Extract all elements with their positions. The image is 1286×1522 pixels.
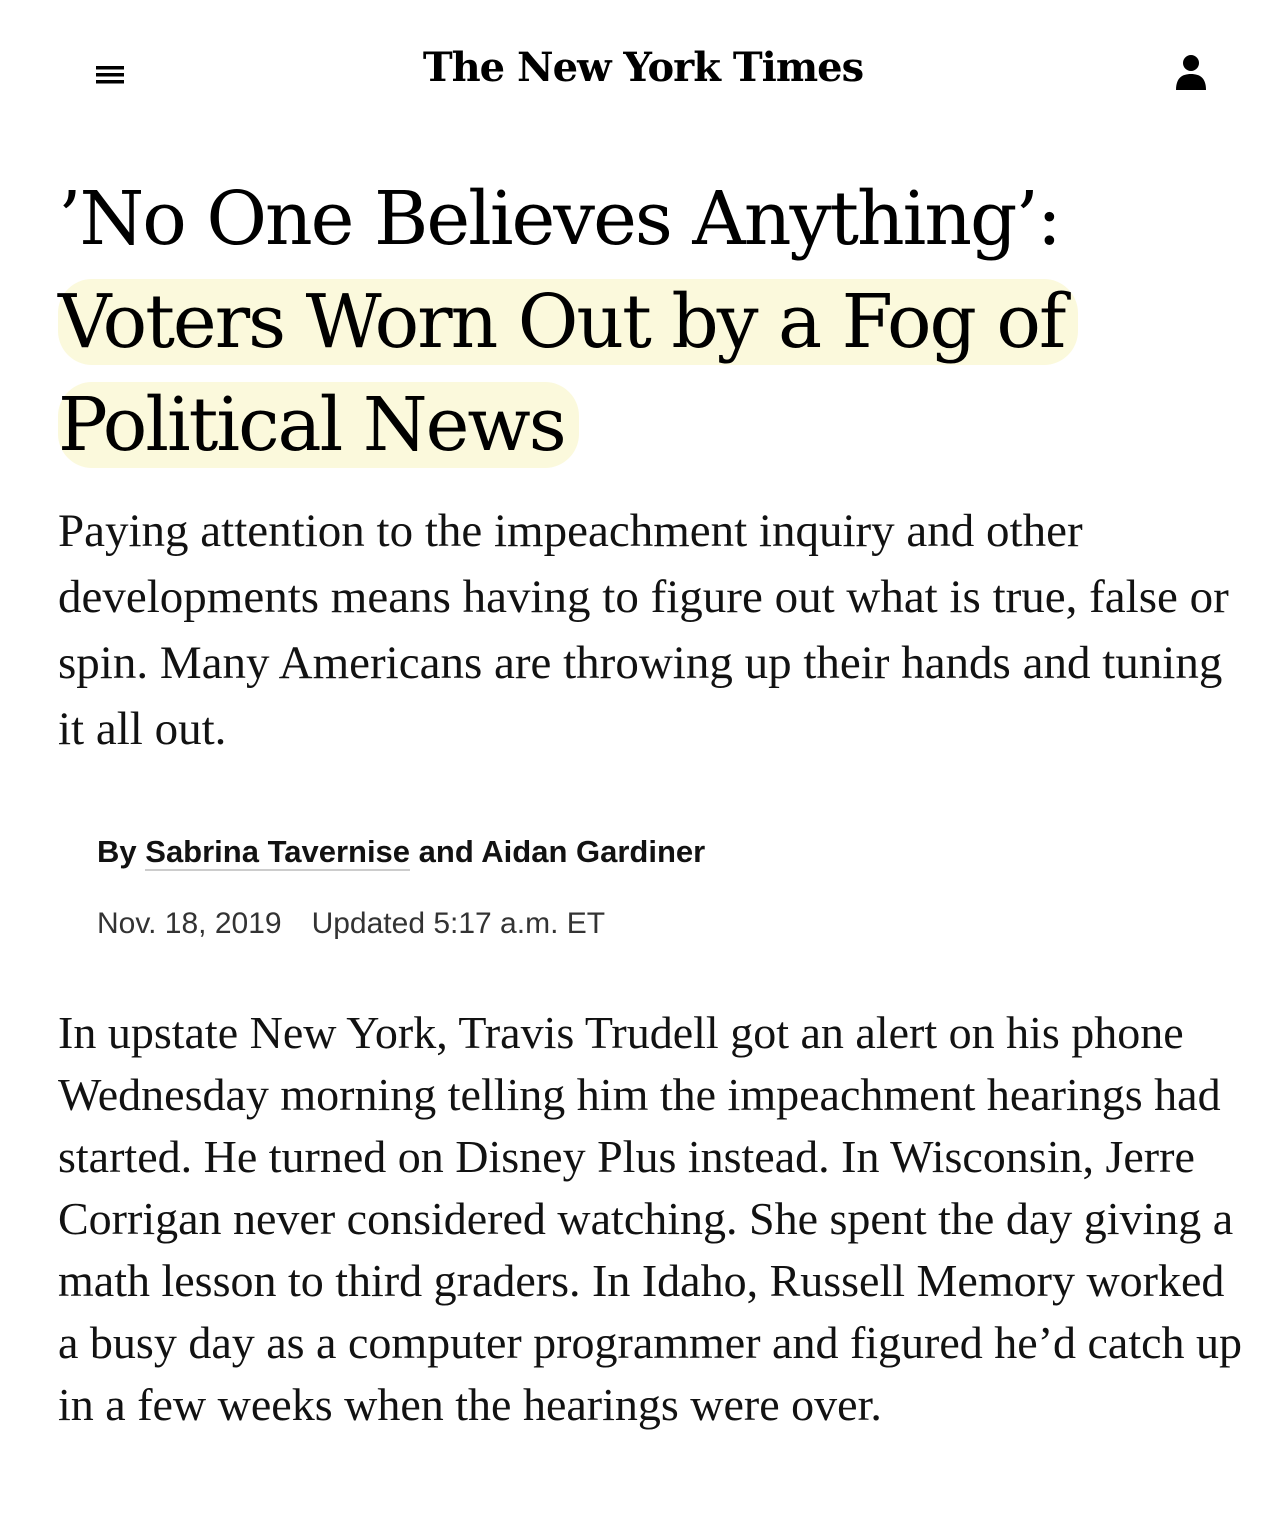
article-body-paragraph: In upstate New York, Travis Trudell got an alert on his phone Wednesday morning telling him the impeachment hearings had started. He turned on Disney Plus instead. In Wisconsin, Jerre Corrigan never considered watching. She spent the day giving a math lesson to third graders. In Idaho, Russell Memory worked a busy day as a computer programmer and figured he’d catch up in a few weeks when the hearings were over. — [58, 1007, 1243, 1430]
author-link-sabrina-tavernise[interactable]: Sabrina Tavernise — [145, 834, 411, 869]
byline-conjunction: and — [418, 834, 474, 869]
article-summary: Paying attention to the impeachment inquiry and other developments means having to figure out what is true, false or spin. Many Americans are throwing up their hands and tuning it all out. — [58, 505, 1229, 755]
publish-date: Nov. 18, 2019 — [97, 907, 282, 940]
account-button[interactable] — [1172, 52, 1210, 92]
headline-highlight-line-3: Political News — [58, 382, 579, 468]
updated-time: Updated 5:17 a.m. ET — [311, 907, 606, 940]
byline — [97, 830, 705, 874]
user-account-icon — [1172, 52, 1210, 92]
dateline — [97, 902, 605, 946]
headline-highlight-line-2: Voters Worn Out by a Fog of — [58, 279, 1078, 365]
headline-line-1: ’No One Believes Anything’: — [58, 176, 1060, 262]
byline-prefix: By — [97, 834, 137, 869]
article-headline — [58, 168, 1248, 477]
author-aidan-gardiner: Aidan Gardiner — [481, 834, 706, 869]
nyt-logo[interactable]: The New York Times — [422, 44, 864, 91]
masthead — [0, 0, 1286, 150]
